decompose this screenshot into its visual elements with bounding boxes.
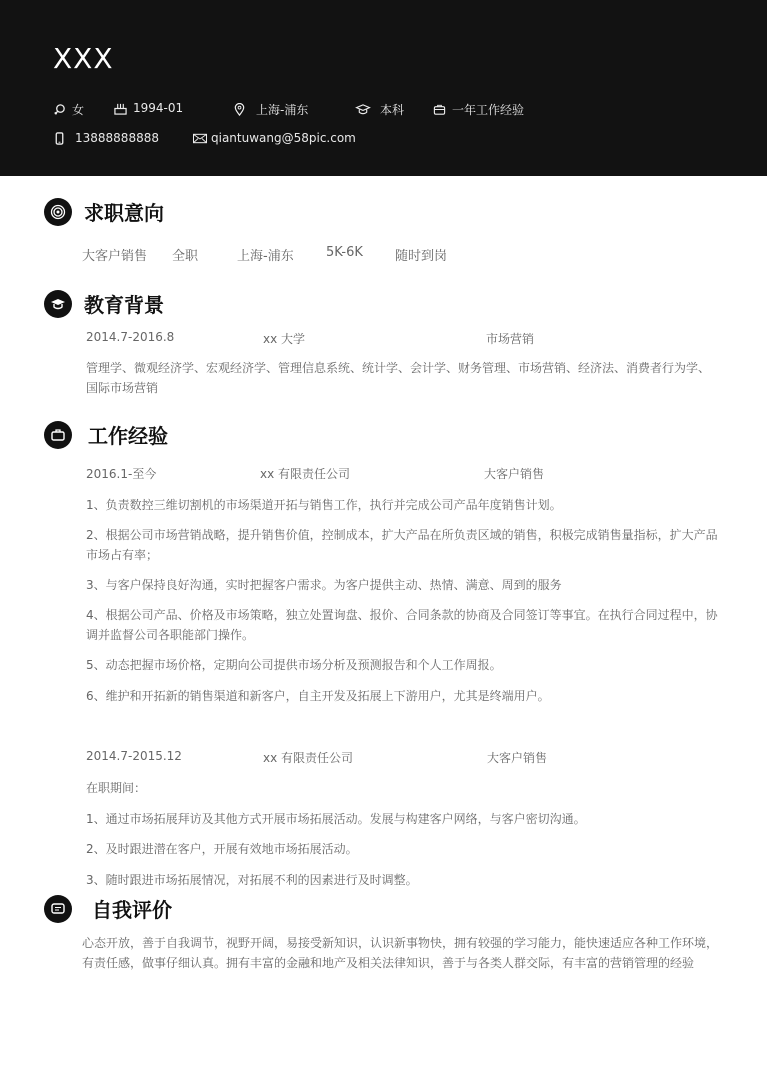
job-period: 2014.7-2015.12: [86, 749, 182, 763]
phone-info: [53, 131, 159, 145]
job-duty: 1、通过市场拓展拜访及其他方式开展市场拓展活动。发展与构建客户网络，与客户密切沟通。: [86, 812, 586, 826]
section-title: 教育背景: [84, 293, 164, 317]
degree: 本科: [380, 103, 405, 117]
intent-type: 全职: [172, 249, 199, 264]
section-title: 自我评价: [92, 898, 172, 922]
edu-major: 市场营销: [486, 332, 535, 346]
job-duty: 2、根据公司市场营销战略，提升销售价值，控制成本，扩大产品在所负责区域的销售，积极完成销售量指标，扩大产品市场占有率；: [86, 528, 718, 562]
phone: 13888888888: [75, 131, 159, 145]
briefcase-icon: [44, 421, 72, 449]
job-company: xx 有限责任公司: [260, 467, 351, 481]
phone-icon: [53, 132, 66, 145]
job-duty: 6、维护和开拓新的销售渠道和新客户，自主开发及拓展上下游用户，尤其是终端用户。: [86, 689, 550, 703]
job-duty: 4、根据公司产品、价格及市场策略，独立处置询盘、报价、合同条款的协商及合同签订等事宜。在执行合同过程中，协调并监督公司各职能部门操作。: [86, 608, 718, 642]
intent-position: 大客户销售: [82, 249, 148, 264]
gender-icon: [53, 103, 66, 116]
intent-salary: 5K-6K: [326, 245, 363, 260]
cake-icon: [114, 102, 127, 115]
job-duty: 3、与客户保持良好沟通，实时把握客户需求。为客户提供主动、热情、满意、周到的服务: [86, 578, 562, 592]
email-info: [192, 131, 356, 145]
section-title: 工作经验: [88, 424, 168, 448]
job-position: 大客户销售: [484, 467, 545, 481]
degree-info: [355, 101, 404, 118]
section-work: [44, 420, 168, 449]
gender-info: [53, 101, 84, 118]
self-evaluation-text: 心态开放，善于自我调节，视野开阔，易接受新知识，认识新事物快，拥有较强的学习能力，能快速适应各种工作环境，有责任感，做事仔细认真。拥有丰富的金融和地产及相关法律知识，善于与各类人群交际，有丰富的营销管理的经验: [82, 936, 719, 970]
chat-bubble-icon: [44, 895, 72, 923]
experience: 一年工作经验: [452, 103, 525, 117]
gender: 女: [72, 103, 85, 117]
graduation-cap-icon: [44, 290, 72, 318]
edu-courses: 管理学、微观经济学、宏观经济学、管理信息系统、统计学、会计学、财务管理、市场营销、经济法、消费者行为学、国际市场营销: [86, 361, 711, 395]
graduation-cap-icon: [355, 103, 371, 116]
email[interactable]: qiantuwang@58pic.com: [211, 131, 356, 145]
job-duty: 2、及时跟进潜在客户，开展有效地市场拓展活动。: [86, 842, 358, 856]
edu-school: xx 大学: [263, 332, 306, 346]
job-duty: 3、随时跟进市场拓展情况，对拓展不利的因素进行及时调整。: [86, 873, 418, 887]
intent-availability: 随时到岗: [395, 249, 448, 264]
envelope-icon: [192, 132, 208, 145]
job-period: 2016.1-至今: [86, 467, 157, 481]
job-position: 大客户销售: [487, 751, 548, 765]
birth-info: [114, 101, 183, 115]
job-duty: 1、负责数控三维切割机的市场渠道开拓与销售工作，执行并完成公司产品年度销售计划。: [86, 498, 562, 512]
location-info: [233, 101, 308, 118]
experience-info: [433, 101, 524, 118]
job-duty: 在职期间：: [86, 781, 147, 795]
briefcase-icon: [433, 103, 446, 116]
target-icon: [44, 198, 72, 226]
edu-period: 2014.7-2016.8: [86, 330, 175, 344]
intent-location: 上海-浦东: [237, 249, 294, 264]
header: [0, 0, 767, 176]
location: 上海-浦东: [256, 103, 309, 117]
section-education: [44, 289, 164, 318]
job-duty: 5、动态把握市场价格，定期向公司提供市场分析及预测报告和个人工作周报。: [86, 658, 502, 672]
section-title: 求职意向: [84, 201, 164, 225]
birth-date: 1994-01: [133, 101, 184, 115]
section-self-evaluation: [44, 894, 172, 923]
section-intent: [44, 197, 164, 226]
job-company: xx 有限责任公司: [263, 751, 354, 765]
candidate-name: XXX: [53, 42, 114, 75]
location-pin-icon: [233, 103, 246, 116]
